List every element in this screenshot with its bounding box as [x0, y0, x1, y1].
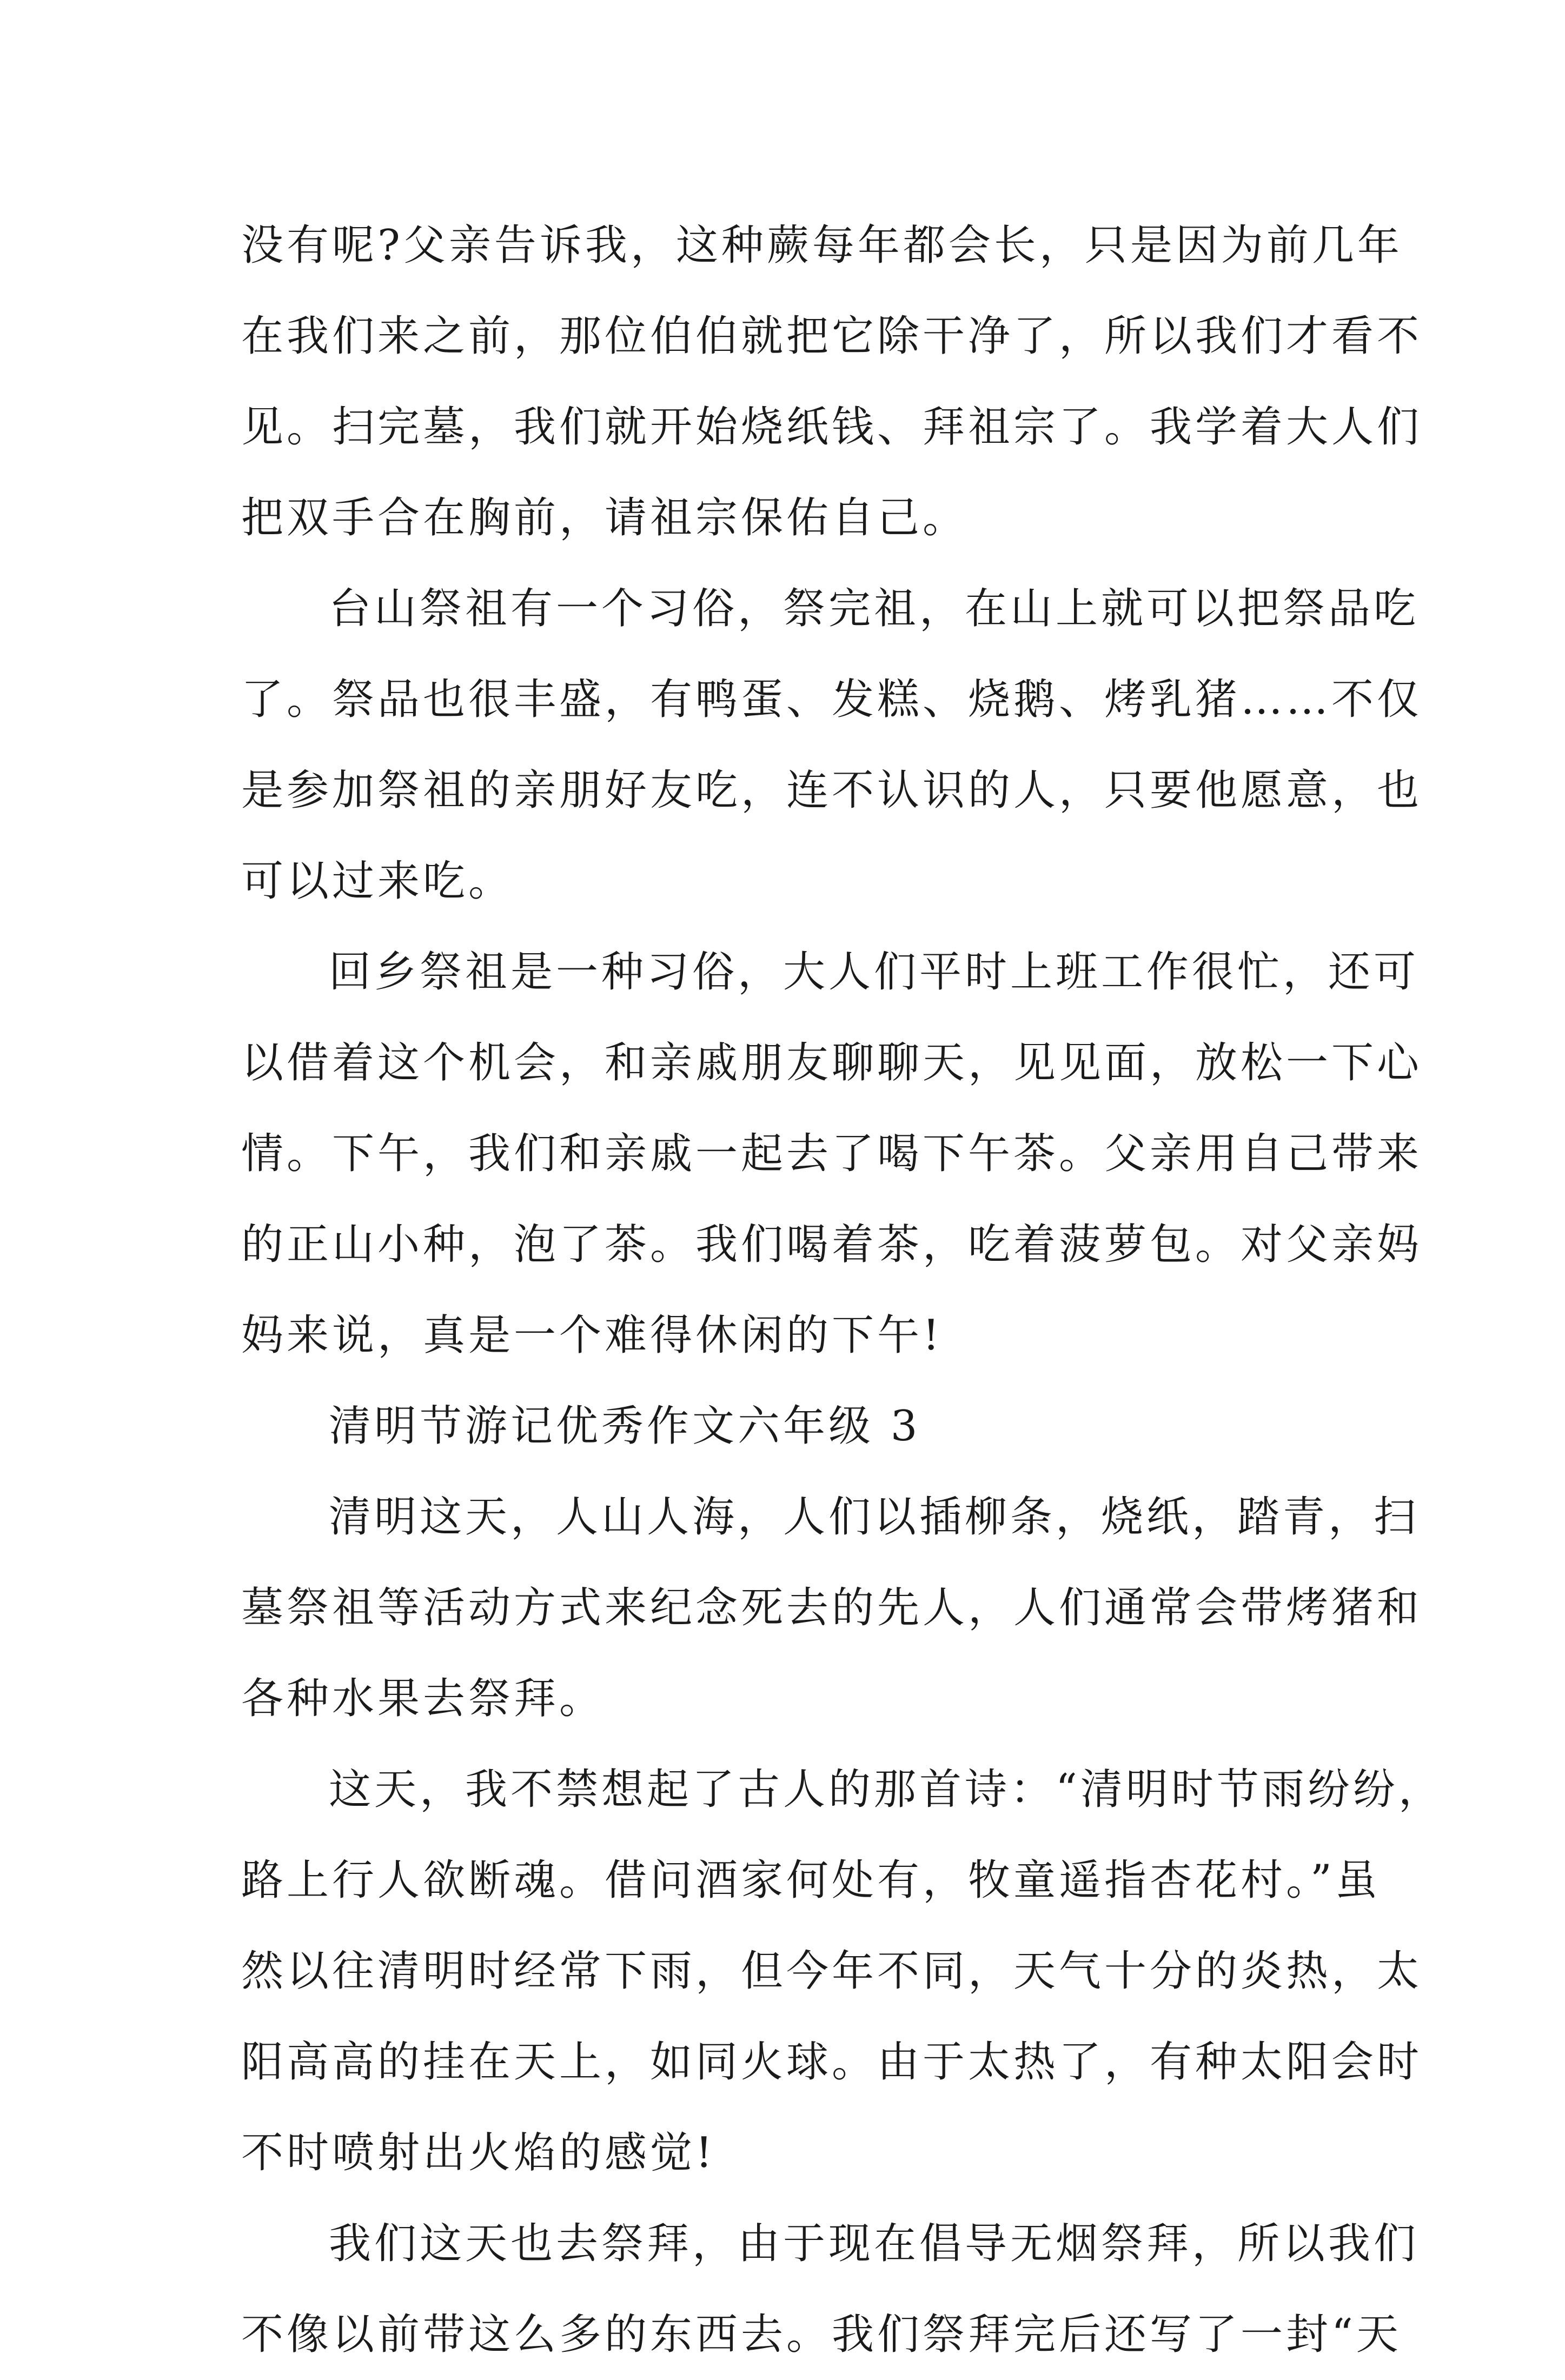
text-line: 情。下午，我们和亲戚一起去了喝下午茶。父亲用自己带来 — [241, 1129, 1423, 1178]
text-line: 可以过来吃。 — [241, 857, 514, 906]
text-line: 是参加祭祖的亲朋好友吃，连不认识的人，只要他愿意，也 — [241, 766, 1423, 815]
text-line: 的正山小种，泡了茶。我们喝着茶，吃着菠萝包。对父亲妈 — [241, 1220, 1423, 1269]
paragraph-first-line: 这天，我不禁想起了古人的那首诗：“清明时节雨纷纷， — [329, 1765, 1444, 1814]
text-line: 然以往清明时经常下雨，但今年不同，天气十分的炎热，太 — [241, 1947, 1423, 1996]
paragraph-first-line: 回乡祭祖是一种习俗，大人们平时上班工作很忙，还可 — [329, 948, 1420, 996]
text-line: 不像以前带这么多的东西去。我们祭拜完后还写了一封“天 — [241, 2310, 1402, 2359]
text-line: 以借着这个机会，和亲戚朋友聊聊天，见见面，放松一下心 — [241, 1039, 1423, 1087]
text-line: 墓祭祖等活动方式来纪念死去的先人，人们通常会带烤猪和 — [241, 1584, 1423, 1632]
paragraph-first-line: 台山祭祖有一个习俗，祭完祖，在山上就可以把祭品吃 — [329, 584, 1420, 633]
text-line: 各种水果去祭拜。 — [241, 1674, 605, 1723]
section-heading: 清明节游记优秀作文六年级 3 — [329, 1402, 921, 1451]
text-line: 不时喷射出火焰的感觉! — [241, 2129, 716, 2177]
text-line: 了。祭品也很丰盛，有鸭蛋、发糕、烧鹅、烤乳猪……不仅 — [241, 675, 1423, 724]
text-line: 在我们来之前，那位伯伯就把它除干净了，所以我们才看不 — [241, 312, 1423, 361]
text-line: 路上行人欲断魂。借问酒家何处有，牧童遥指杏花村。”虽 — [241, 1856, 1381, 1905]
text-line: 把双手合在胸前，请祖宗保佑自己。 — [241, 494, 969, 542]
paragraph-first-line: 我们这天也去祭拜，由于现在倡导无烟祭拜，所以我们 — [329, 2219, 1420, 2268]
text-line: 没有呢?父亲告诉我，这种蕨每年都会长，只是因为前几年 — [241, 221, 1403, 270]
text-line: 见。扫完墓，我们就开始烧纸钱、拜祖宗了。我学着大人们 — [241, 403, 1423, 451]
paragraph-first-line: 清明这天，人山人海，人们以插柳条，烧纸，踏青，扫 — [329, 1493, 1420, 1541]
text-line: 妈来说，真是一个难得休闲的下午! — [241, 1311, 943, 1360]
text-line: 阳高高的挂在天上，如同火球。由于太热了，有种太阳会时 — [241, 2038, 1423, 2086]
document-body — [241, 200, 1444, 2380]
